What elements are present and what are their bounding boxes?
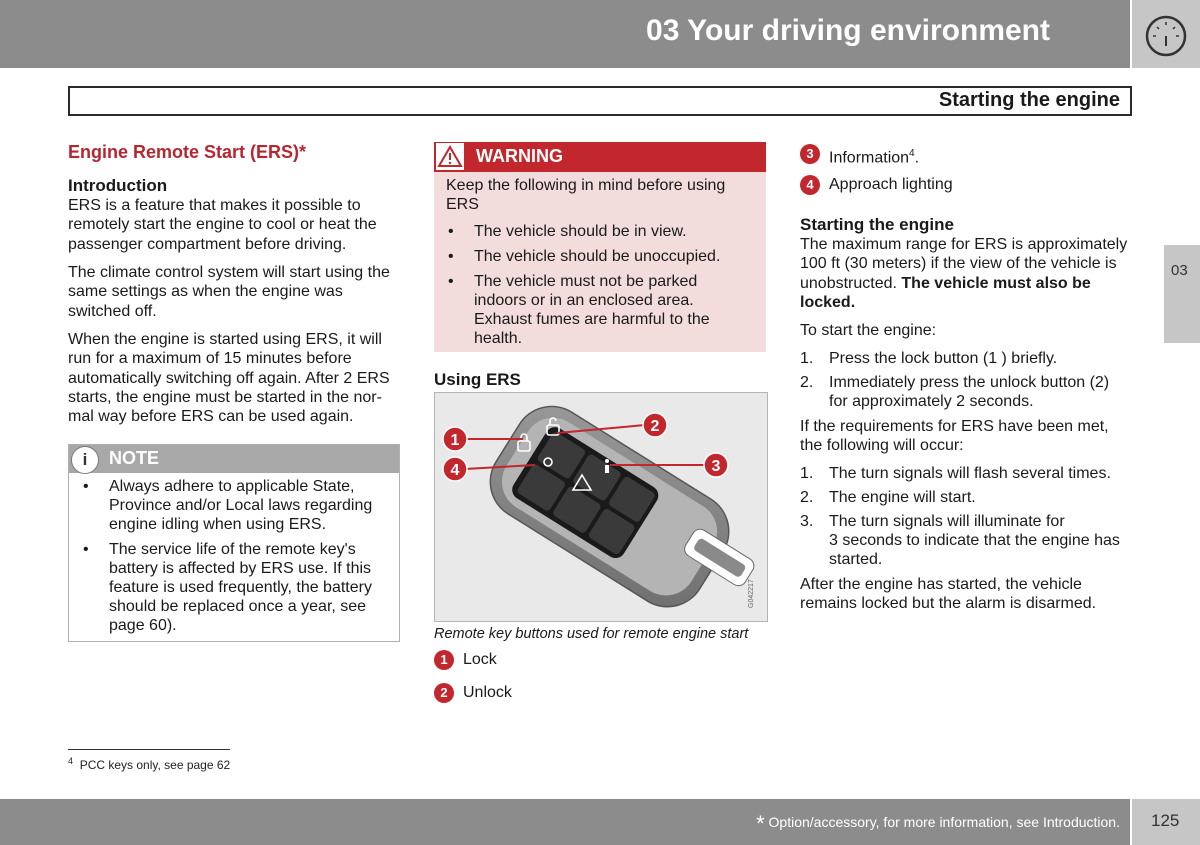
chapter-side-tab[interactable] — [1164, 245, 1200, 343]
list-item: • The vehicle must not be parked indoors or in an enclosed area. Exhaust fumes are harmful to the health. — [434, 272, 766, 348]
footer-bar — [0, 799, 1130, 845]
callout-3 — [704, 453, 728, 477]
warning-label: WARNING — [476, 146, 563, 166]
svg-text:2: 2 — [650, 418, 660, 435]
callout-2 — [643, 413, 667, 437]
page-number-box — [1132, 799, 1200, 845]
chapter-icon-box — [1132, 0, 1200, 68]
callout-badge: 3 — [800, 144, 820, 164]
list-item: 3. The turn signals will illuminate for 3 seconds to indicate that the engine has started. — [800, 513, 1120, 568]
speedometer-gauge-icon — [1144, 14, 1188, 58]
legend-item-information — [800, 144, 920, 167]
list-item: • The service life of the remote key's battery is affected by ERS use. If this feature is used frequently, the battery should be replaced once a year, see page 60). — [69, 540, 399, 635]
note-header — [69, 445, 399, 473]
list-item: 2. Immediately press the unlock button (2) for approximately 2 seconds. — [800, 374, 1110, 410]
header-bar — [0, 0, 1130, 68]
after-start-paragraph: After the engine has started, the vehicle remains locked but the alarm is disarmed. — [800, 576, 1097, 613]
starting-engine-heading: Starting the engine — [800, 215, 954, 234]
range-paragraph: The maximum range for ERS is approximately 100 ft (30 meters) if the view of the vehicle is unobstructed. The vehicle must also be locked. — [800, 236, 1128, 311]
to-start-text: To start the engine: — [800, 322, 937, 339]
list-item: 1. The turn signals will flash several times. — [800, 465, 1111, 482]
callout-1 — [443, 427, 467, 451]
svg-text:4: 4 — [450, 462, 460, 479]
svg-text:3: 3 — [711, 458, 721, 475]
footnote-rule — [68, 749, 230, 750]
result-steps-list — [800, 464, 1140, 574]
warning-list — [434, 222, 766, 348]
remote-key-figure — [434, 392, 768, 622]
list-item: • Always adhere to applicable State, Province and/or Local laws regarding engine idling when using ERS. — [69, 477, 399, 534]
legend-item-approach-lighting — [800, 175, 953, 195]
intro-heading: Introduction — [68, 176, 168, 195]
chapter-title: 03 Your driving environment — [646, 14, 1050, 47]
footnote: $^4$ PCC keys only, see page 62 — [68, 756, 231, 772]
figure-caption: Remote key buttons used for remote engine start — [434, 626, 749, 642]
callout-badge: 1 — [434, 650, 454, 670]
side-tab-label: 03 — [1171, 262, 1188, 279]
list-item: • The vehicle should be unoccupied. — [434, 247, 766, 266]
page-number: 125 — [1151, 811, 1180, 830]
requirements-paragraph: If the requirements for ERS have been met, the following will occur: — [800, 418, 1109, 455]
note-list — [69, 477, 399, 635]
legend-item-lock — [434, 650, 497, 670]
warning-triangle-icon — [436, 143, 464, 170]
legend-label: Approach lighting — [829, 176, 953, 193]
legend-item-unlock — [434, 683, 512, 703]
list-item: 2. The engine will start. — [800, 489, 976, 506]
remote-key-illustration — [435, 393, 767, 621]
start-steps-list — [800, 349, 1140, 416]
svg-text:1: 1 — [450, 432, 460, 449]
warning-intro: Keep the following in mind before using ERS — [446, 177, 726, 214]
warning-box — [434, 142, 766, 352]
section-title: Starting the engine — [938, 89, 1120, 111]
callout-4 — [443, 457, 467, 481]
using-ers-heading: Using ERS — [434, 370, 521, 389]
list-item: 1. Press the lock button (1 ) briefly. — [800, 350, 1058, 367]
intro-paragraph: ERS is a feature that makes it possible to remotely start the engine to cool or heat the passenger compartment before driving. — [68, 197, 377, 253]
figure-code: G042217 — [748, 579, 755, 608]
note-box — [68, 444, 400, 642]
list-item: • The vehicle should be in view. — [434, 222, 766, 241]
note-label: NOTE — [109, 448, 160, 468]
ers-duration-paragraph: When the engine is started using ERS, it will run for a maximum of 15 minutes before automatically switching off again. After 2 ERS starts, the engine must be started in the nor- mal way before ERS can be used again. — [68, 331, 390, 426]
warning-header — [434, 142, 766, 172]
footer-text: * Option/accessory, for more information, see Introduction. — [756, 811, 1120, 836]
legend-label: Lock — [463, 651, 497, 668]
legend-label: Information$^4$. — [829, 148, 920, 167]
legend-label: Unlock — [463, 684, 512, 701]
section-header — [68, 86, 1132, 116]
callout-badge: 4 — [800, 175, 820, 195]
ers-heading: Engine Remote Start (ERS)* — [68, 142, 307, 162]
climate-paragraph: The climate control system will start using the same settings as when the engine was switched off. — [68, 264, 390, 320]
callout-badge: 2 — [434, 683, 454, 703]
info-icon: i — [71, 446, 99, 474]
